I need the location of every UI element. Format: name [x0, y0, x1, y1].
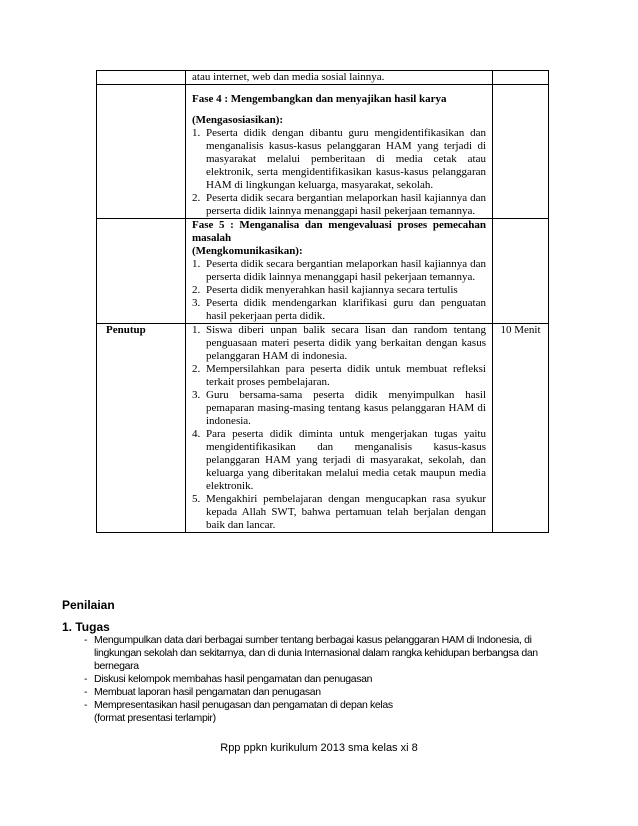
duration-label: 10 Menit: [500, 324, 541, 336]
table-cell-fase4: [186, 85, 493, 219]
table-row: [97, 71, 549, 85]
penutup-steps: [192, 324, 486, 532]
list-item: 2. Peserta didik secara bergantian melaporkan hasil kajiannya dan perserta didik lainnya menanggapi hasil pekerjaan temannya.: [192, 192, 486, 217]
fase4-steps: [192, 127, 486, 218]
table-cell-empty: [97, 219, 186, 324]
fase5-subtitle: (Mengkomunikasikan):: [192, 245, 303, 257]
penilaian-heading: Penilaian: [62, 598, 115, 612]
list-item: 1. Peserta didik secara bergantian melaporkan hasil kajiannya dan perserta didik lainnya menanggapi hasil pekerjaan temannya.: [192, 258, 486, 283]
list-item: - Diskusi kelompok membahas hasil pengamatan dan penugasan: [84, 673, 373, 685]
list-item: 2. Mempersilahkan para peserta didik untuk membuat refleksi terkait proses pembelajaran.: [192, 363, 486, 388]
list-item: 4. Para peserta didik diminta untuk mengerjakan tugas yaitu mengidentifikasikan dan menganalisis kasus-kasus pelanggaran HAM yang terjadi di masyarakat, sekolah, dan keluarga yang diberitakan melalui media cetak maupun media elektronik.: [192, 428, 486, 492]
continued-text: atau internet, web dan media sosial lainnya.: [192, 71, 385, 83]
table-cell-empty: [97, 85, 186, 219]
table-row: [97, 85, 549, 219]
list-item: - Mengumpulkan data dari berbagai sumber tentang berbagai kasus pelanggaran HAM di Indonesia, di lingkungan sekolah dan sekitarnya, dan di dunia Internasional dalam rangka kehidupan berbangsa dan bernegara: [84, 634, 538, 672]
table-cell-fase5: [186, 219, 493, 324]
list-item: 5. Mengakhiri pembelajaran dengan mengucapkan rasa syukur kepada Allah SWT, bahwa pertamuan telah berjalan dengan baik dan lancar.: [192, 493, 486, 531]
table-cell-duration: [493, 324, 549, 533]
list-item: 1. Peserta didik dengan dibantu guru mengidentifikasikan dan menganalisis kasus-kasus pelanggaran HAM yang terjadi di masyarakat melalui pemberitaan di media cetak atau elektronik, serta mengidentifikasikan kasus-kasus pelanggaran HAM di lingkungan keluarga, masyarakat, sekolah.: [192, 127, 486, 191]
table-cell-empty: [493, 71, 549, 85]
fase4-title: Fase 4 : Mengembangkan dan menyajikan hasil karya: [192, 93, 447, 105]
tugas-list: [84, 634, 544, 712]
table-row: [97, 324, 549, 533]
table-cell-empty: [493, 85, 549, 219]
table-cell-empty: [97, 71, 186, 85]
tugas-heading: 1. Tugas: [62, 620, 110, 634]
table-cell-penutup: [186, 324, 493, 533]
list-item: - Membuat laporan hasil pengamatan dan penugasan: [84, 686, 321, 698]
list-item: 1. Siswa diberi unpan balik secara lisan dan random tentang penguasaan materi peserta didik yang berkaitan dengan kasus pelanggaran HAM di indonesia.: [192, 324, 486, 362]
list-item: 3. Guru bersama-sama peserta didik menyimpulkan hasil pemaparan masing-masing tentang kasus pelanggaran HAM di indonesia.: [192, 389, 486, 427]
fase5-steps: [192, 258, 486, 323]
lesson-activity-table: [96, 70, 549, 533]
list-item: - Mempresentasikan hasil penugasan dan pengamatan di depan kelas: [84, 699, 393, 711]
page-footer: Rpp ppkn kurikulum 2013 sma kelas xi 8: [220, 742, 418, 754]
list-item: 2. Peserta didik menyerahkan hasil kajiannya secara tertulis: [192, 284, 458, 296]
table-cell-activity: [186, 71, 493, 85]
table-cell-stage: [97, 324, 186, 533]
fase5-title: Fase 5 : Menganalisa dan mengevaluasi proses pemecahan masalah: [192, 219, 486, 244]
fase4-subtitle: (Mengasosiasikan):: [192, 114, 284, 126]
format-note: (format presentasi terlampir): [94, 712, 216, 724]
table-cell-empty: [493, 219, 549, 324]
stage-label: Penutup: [106, 324, 146, 336]
table-row: [97, 219, 549, 324]
list-item: 3. Peserta didik mendengarkan klarifikasi guru dan penguatan hasil pekerjaan perta didik.: [192, 297, 486, 322]
